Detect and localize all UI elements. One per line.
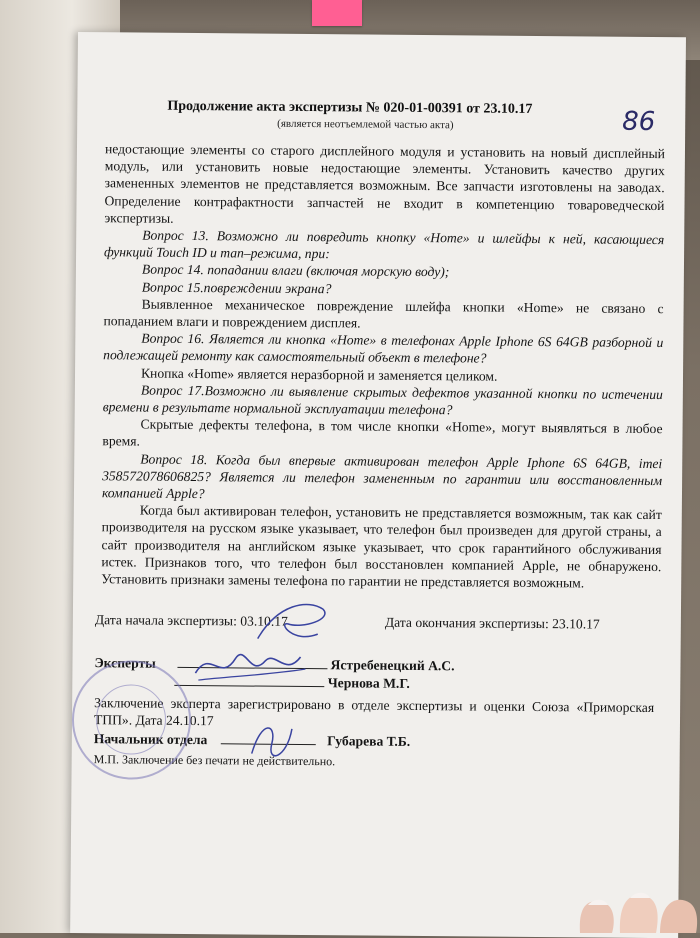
round-stamp [71,660,191,780]
seal-note: М.П. Заключение без печати не действительно. [93,752,336,769]
expert-name-2: Чернова М.Г. [327,675,410,691]
document-page [70,32,686,938]
question-17: Вопрос 17.Возможно ли выявление скрытых дефектов указанной кнопки по истечении времени в результате нормальной эксплуатации телефона? [102,382,663,418]
signature-head [242,713,303,774]
signature-experts [190,638,310,694]
sticky-note [312,0,362,26]
experts-label: Эксперты [94,655,156,671]
head-name: Губарева Т.Б. [327,733,411,749]
question-15: Вопрос 15.повреждении экрана? [141,279,332,296]
expert-name-1: Ястребенецкий А.С. [330,657,455,674]
hand-fingers [560,843,700,933]
answer-18: Когда был активирован телефон, установить не представляется возможным, так как сайт производителя на русском языке указывает, что телефон был произведен для другой страны, а сайт производителя на английском языке указывает, что срок гарантийного обслуживания истек. Признаков того, что телефон был восстановлен компанией Apple, не обнаружено. Установить признаки замены телефона по гарантии не представляется возможным. [101,502,662,591]
start-date: Дата начала экспертизы: 03.10.17 [94,612,288,629]
end-date: Дата окончания экспертизы: 23.10.17 [384,614,600,632]
registration-note: Заключение эксперта зарегистрировано в отделе экспертизы и оценки Союза «Приморская ТПП». Дата 24.10.17 [93,695,655,729]
answer-17: Скрытые дефекты телефона, в том числе кнопки «Home», могут выявляться в любое время. [102,416,663,450]
question-18: Вопрос 18. Когда был впервые активирован телефон Apple Iphone 6S 64GB, imei 358572078606825? Является ли телефон замененным по гарантии или восстановленным компанией Apple? [101,451,663,502]
document-title: Продолжение акта экспертизы № 020-01-00391 от 23.10.17 [167,98,533,117]
page-number: 86 [622,106,656,138]
head-label: Начальник отдела [93,731,208,748]
paragraph: недостающие элементы со старого дисплейного модуля и установить на новый дисплейный модуль, или установить новые недостающие элементы. Установить качество других замененных элементов не представляется возможным. Все запчасти изготовлены на заводах. Определение контрафактности запчастей не входит в компетенцию товароведческой экспертизы. [104,141,666,226]
document-body [101,140,665,592]
document-subtitle: (является неотъемлемой частью акта) [277,117,454,132]
question-13: Вопрос 13. Возможно ли повредить кнопку «Home» и шлейфы к ней, касающиеся функций Touch ID и тап–режима, при: [104,227,665,262]
dates-row [95,612,655,633]
question-14: Вопрос 14. попадании влаги (включая морскую воду); [141,261,450,280]
answer-16: Кнопка «Home» является неразборной и заменяется целиком. [140,365,498,384]
question-16: Вопрос 16. Является ли кнопка «Home» в телефонах Apple Iphone 6S 64GB разборной и подлежащей ремонту как самостоятельный объект в телефоне? [103,330,664,367]
answer-15: Выявленное механическое повреждение шлейфа кнопки «Home» не связано с попаданием влаги и повреждением дисплея. [103,296,664,331]
